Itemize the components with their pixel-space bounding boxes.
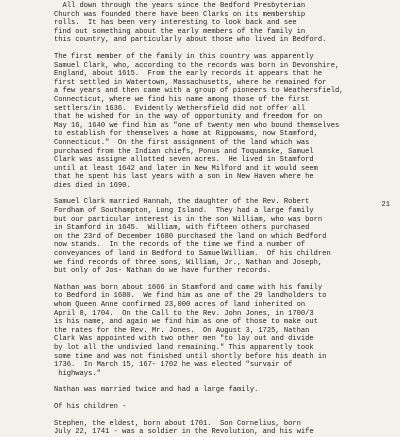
text-line: Connecticut." On the first assignment of the land which was xyxy=(54,138,310,147)
text-line: May 16, 1640 we find him as "one of twenty men who bound themselves xyxy=(54,121,340,130)
text-line: on the 23rd of December 1680 purchased the land on which Bedford xyxy=(54,232,327,241)
paragraph xyxy=(54,386,388,395)
text-line: Connecticut, where we find his name among those of the first xyxy=(54,95,310,104)
text-line: Nathan was married twice and had a large family. xyxy=(54,386,259,395)
text-line: Of his children - xyxy=(54,402,127,411)
text-line: Samuel Clark, who, according to the records was born in Devonshire, xyxy=(54,61,340,70)
text-line: Stephen, the eldest, born about 1701. Son Cornelius, born xyxy=(54,419,301,428)
text-line: that he wished for in the way of opportunity and freedom for on xyxy=(54,113,323,122)
text-line: highways." xyxy=(54,369,101,378)
text-line: Samuel Clark married Hannah, the daughter of the Rev. Robert xyxy=(54,198,310,207)
text-line: that he spent his last years with a son in New Haven where he xyxy=(54,173,314,182)
text-line: All down through the years since the Bedford Presbyterian xyxy=(54,2,306,10)
text-line: first settled in Watertown, Massachusetts, where he remained for xyxy=(54,78,327,87)
text-line: purchased from the Indian chiefs, Ponus and Toquamske, Samuel xyxy=(54,147,314,156)
text-line: settlers/in 1636. Evidently Wethersfield did not offer all xyxy=(54,104,306,113)
text-line: Church was founded there have been Clarks on its membership xyxy=(54,10,306,19)
text-line: Nathan was born about 1666 in Stamford and came with his family xyxy=(54,283,323,292)
text-line: The first member of the family in this country was apparently xyxy=(54,52,314,61)
text-line: July 22, 1741 - was a soldier in the Revolution, and his wife xyxy=(54,428,314,437)
paragraph xyxy=(54,198,388,275)
text-line: now stands. In the records of the time we find a number of xyxy=(54,241,306,250)
text-line: 1736. In March 15, 167- 1702 he was elected "survair of xyxy=(54,361,293,370)
text-line: Fordham of Southampton, Long Island. They had a large family xyxy=(54,207,314,216)
text-line: to Bedford in 1680. We find him as one of the 29 landholders to xyxy=(54,292,327,301)
text-line: Clark Was appointed with two other men "to lay out and divide xyxy=(54,335,314,344)
text-line: dies died in 1690. xyxy=(54,181,131,190)
text-line: this country, and particularly about those who lived in Bedford. xyxy=(54,36,327,45)
text-line: whom Queen Anne confirmed 23,000 acres of land inherited on xyxy=(54,301,306,309)
text-line: in Stamford in 1645. William, with fifteen others purchased xyxy=(54,224,310,233)
text-line: some time and was not finished until shortly before his death in xyxy=(54,352,327,361)
text-line: a few years and then came with a group of pioneers to Weathersfield, xyxy=(54,87,344,96)
text-line: to establish for themselves a home at Rippowams, now Stamford, xyxy=(54,130,318,139)
text-line: England, about 1615. From the early records it appears that he xyxy=(54,70,323,79)
text-line: we find records of three sons, William, Jr., Nathan and Joseph, xyxy=(54,258,323,267)
text-line: find out something about the early members of the family in xyxy=(54,27,306,36)
margin-note: 21 xyxy=(381,201,390,209)
text-line: the rates for the Rev. Mr. Jones. On August 3, 1725, Nathan xyxy=(54,326,310,335)
paragraph xyxy=(54,420,388,437)
paragraph xyxy=(54,403,388,412)
text-line: but only of Jos- Nathan do we have further records. xyxy=(54,267,272,276)
paragraph xyxy=(54,2,388,45)
text-line: by lot all the undivied land remaining." This apparently took xyxy=(54,343,314,352)
paragraph xyxy=(54,53,388,191)
text-line: rolls. It has been very interesting to look back and see xyxy=(54,19,297,28)
text-line: conveyances of land in Bedford to SamuelWilliam. Of his children xyxy=(54,250,331,259)
paragraph xyxy=(54,284,388,379)
text-line: April 8, 1704. On the Call to the Rev. John Jones, in 1700/3 xyxy=(54,309,314,318)
text-line: but our particular interest is in the son William, who was born xyxy=(54,215,323,224)
text-line: Clark was assigne allotted seven acres. He lived in Stamford xyxy=(54,156,314,165)
text-line: until at least 1642 and later in New Milford and it would seem xyxy=(54,164,318,173)
text-line: is his name, and again we find him as one of those to make out xyxy=(54,318,318,327)
